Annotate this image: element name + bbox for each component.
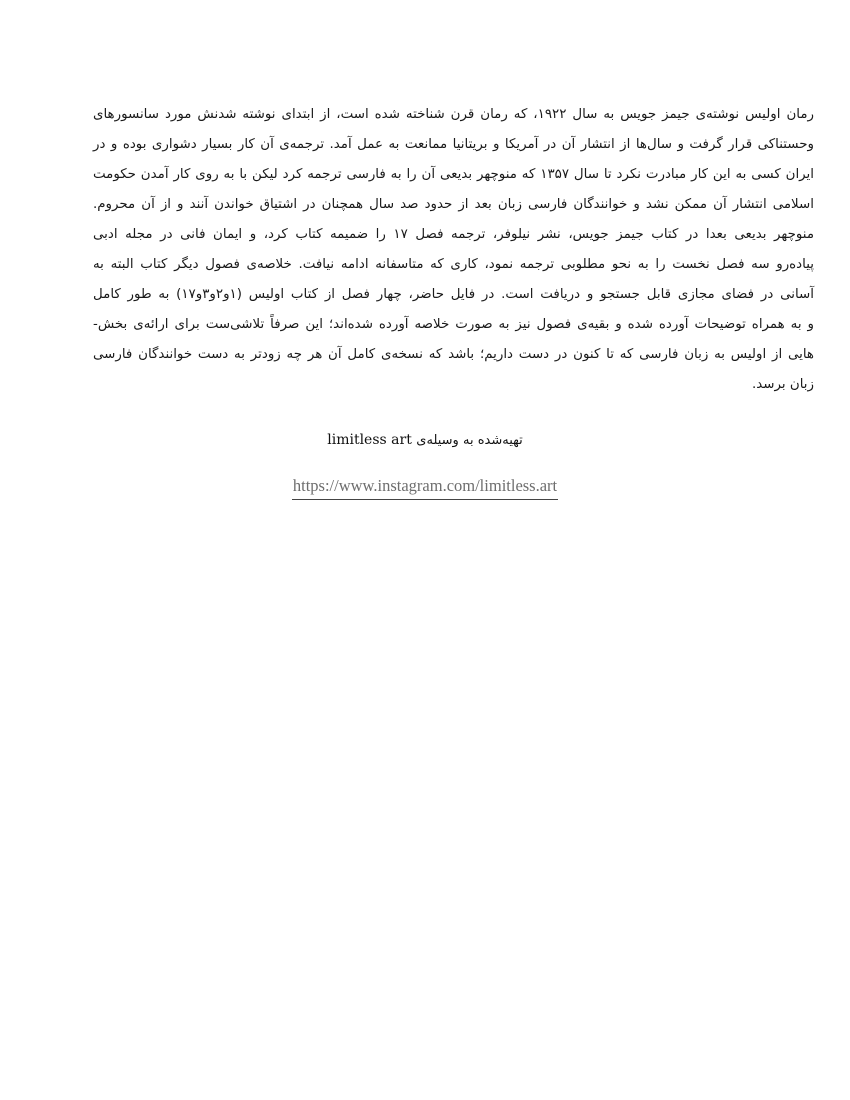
- paragraph-line: رمان اولیس نوشته‌ی جیمز جویس به سال ۱۹۲۲، که رمان قرن شناخته شده است، از ابتدای نوشته شدنش مورد سانسورهای: [93, 107, 814, 122]
- paragraph-line: و به همراه توضیحات آورده شده و بقیه‌ی فصول نیز به صورت خلاصه آورده شده‌اند؛ این صرفاً تلاشی‌ست برای ارائه‌ی بخش-: [93, 317, 814, 332]
- paragraph-line: اسلامی انتشار آن ممکن نشد و خوانندگان فارسی زبان بعد از حدود صد سال همچنان در اشتیاق خواندن آنند و از آن محروم.: [93, 197, 814, 212]
- intro-paragraph: [93, 100, 814, 400]
- credit-name: limitless art: [327, 432, 412, 448]
- credit-prefix: تهیه‌شده به وسیله‌ی: [416, 433, 523, 448]
- paragraph-line: ایران کسی به این کار مبادرت نکرد تا سال ۱۳۵۷ که منوچهر بدیعی آن را به فارسی ترجمه کرد لیکن با به روی کار آمدن حکومت: [93, 167, 815, 182]
- instagram-link[interactable]: https://www.instagram.com/limitless.art: [292, 476, 558, 500]
- paragraph-line: هایی از اولیس به زبان فارسی که تا کنون در دست داریم؛ باشد که نسخه‌ی کامل آن هر چه زودتر به دست خوانندگان فارسی: [93, 347, 814, 362]
- paragraph-line: وحستناکی قرار گرفت و سال‌ها از انتشار آن در آمریکا و بریتانیا ممانعت به عمل آمد. ترجمه‌ی آن کار بسیار دشواری بوده و در: [93, 137, 814, 152]
- paragraph-line: آسانی در فضای مجازی قابل جستجو و دریافت است. در فایل حاضر، چهار فصل از کتاب اولیس (۱و۲و۳و۱۷) به طور کامل: [93, 287, 814, 302]
- paragraph-line: زبان برسد.: [752, 377, 814, 392]
- paragraph-line: منوچهر بدیعی بعدا در کتاب جیمز جویس، نشر نیلوفر، ترجمه فصل ۱۷ را ضمیمه کتاب کرد، و ایمان فانی در مجله ادبی: [93, 227, 815, 242]
- paragraph-line: پیاده‌رو سه فصل نخست را به نحو مطلوبی ترجمه نمود، کاری که متاسفانه ادامه نیافت. خلاصه‌ی فصول دیگر کتاب البته به: [93, 257, 814, 272]
- credit-line: [0, 432, 850, 448]
